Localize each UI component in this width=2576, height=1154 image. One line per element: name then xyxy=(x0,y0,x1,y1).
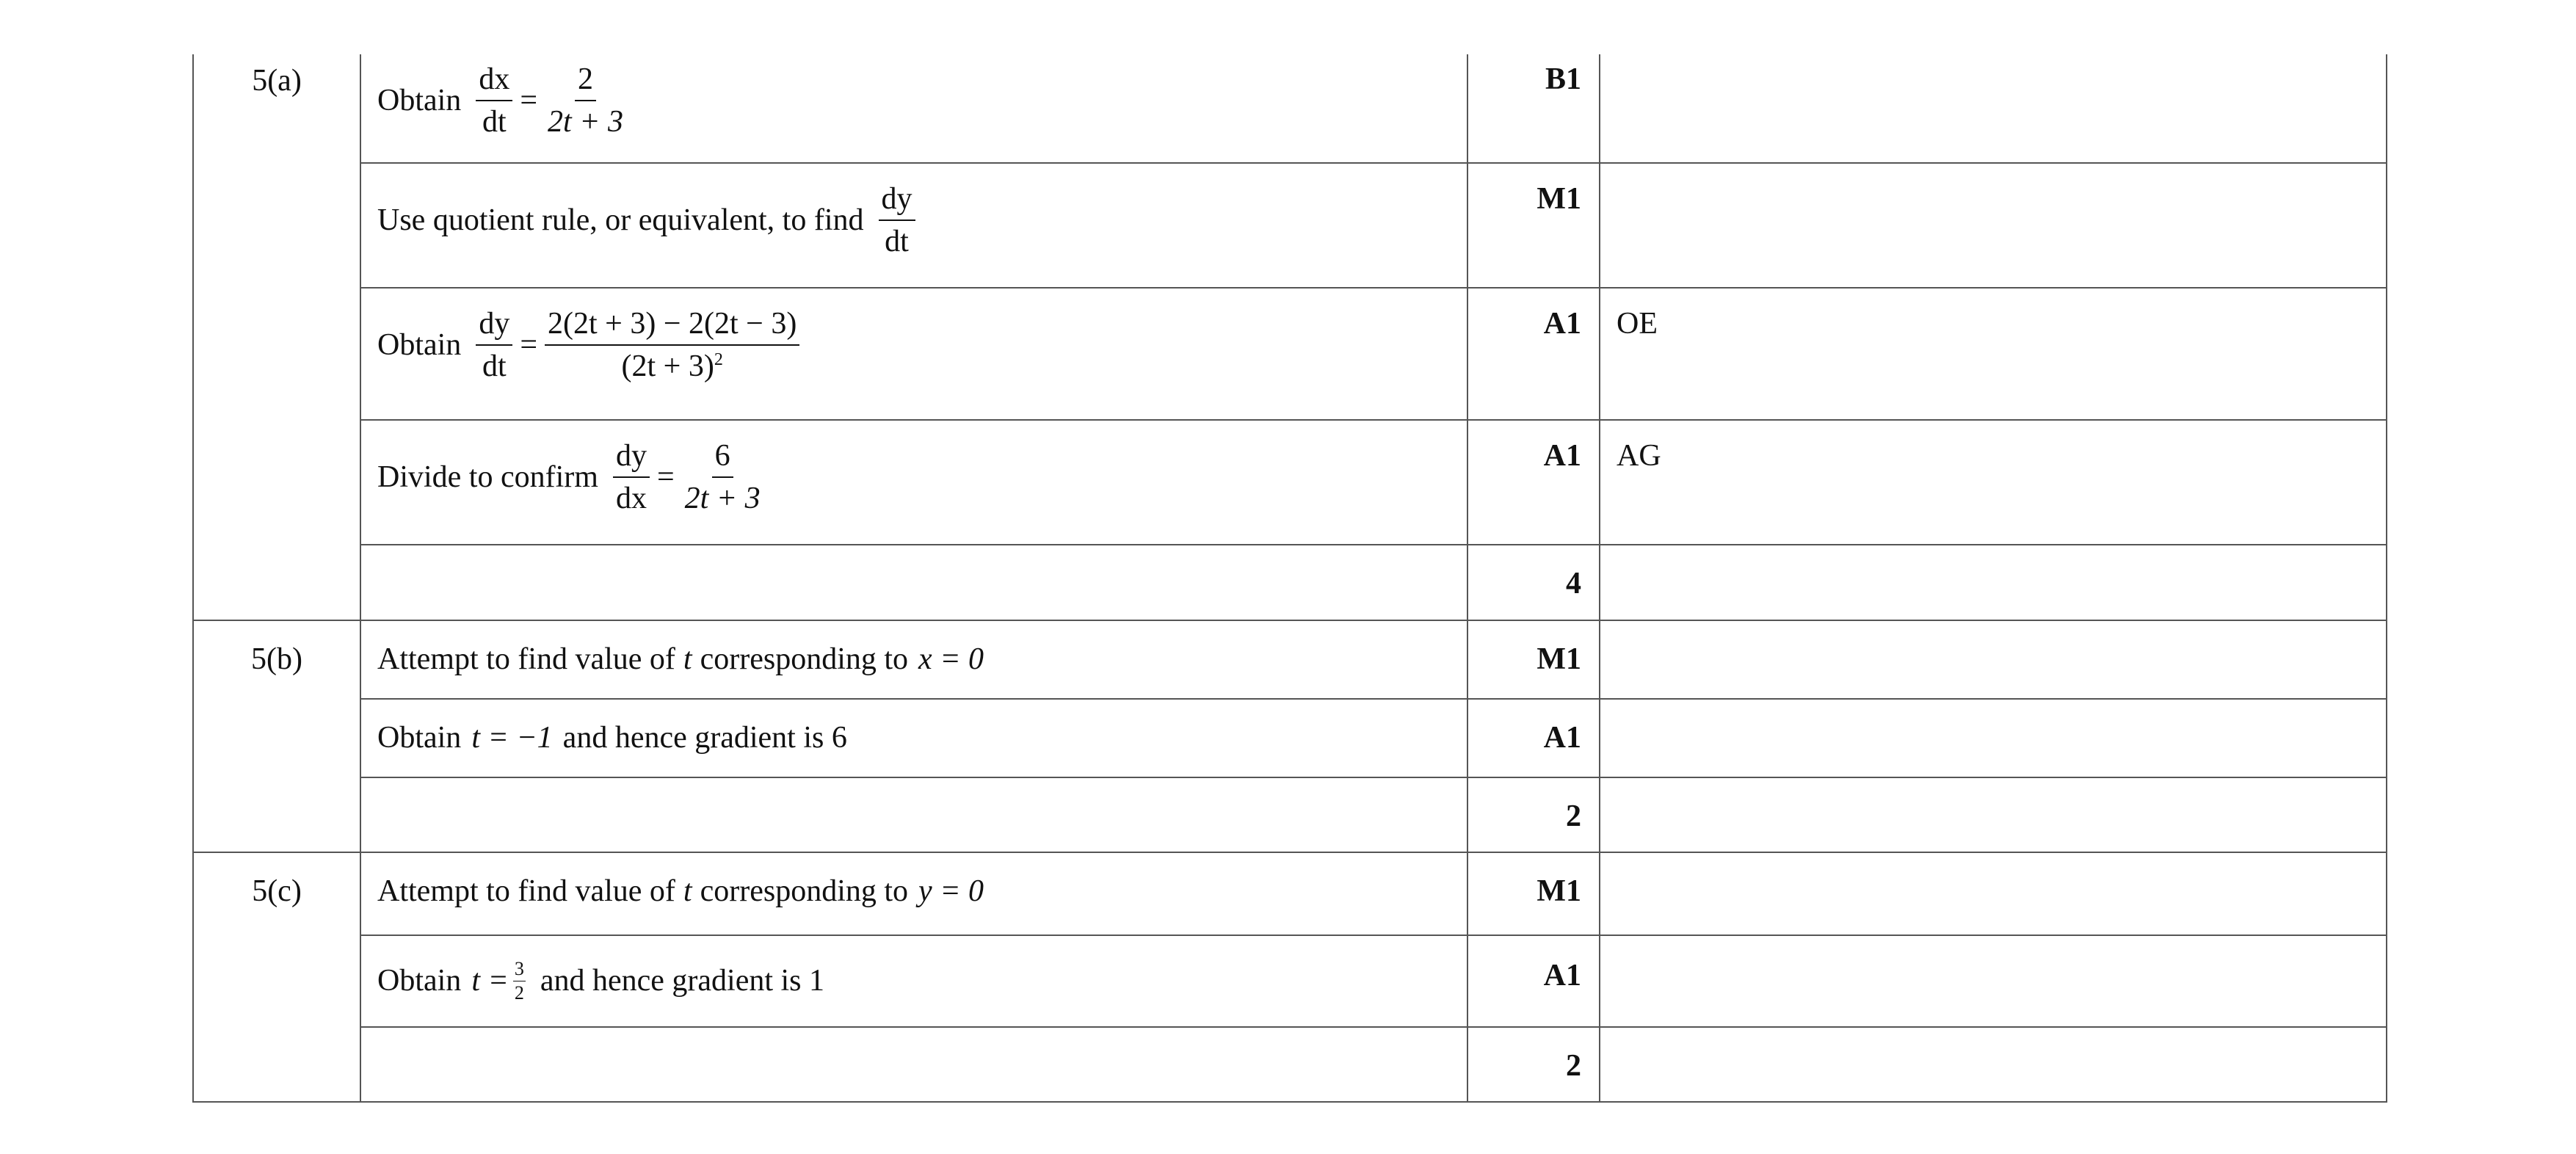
guidance-text xyxy=(1617,778,2386,785)
mark-total: 2 xyxy=(1566,1049,1581,1083)
question-number: 5(b) xyxy=(251,642,302,676)
table-row xyxy=(193,1027,2387,1102)
mark-total: 2 xyxy=(1566,799,1581,833)
guidance-cell xyxy=(1600,620,2387,699)
table-row xyxy=(193,935,2387,1027)
guidance-cell xyxy=(1600,420,2387,545)
question-number-cell xyxy=(193,620,360,852)
answer-cell: Attempt to find value of t corresponding to x = 0 xyxy=(360,620,1467,699)
answer-cell: Divide to confirm $\frac{dy}{dx}$ = $\frac{6}{2t + 3}$ xyxy=(360,420,1467,545)
guidance-text xyxy=(1617,621,2386,628)
guidance-text: AG xyxy=(1617,439,1661,473)
answer-cell: Obtain $\frac{dx}{dt}$ = $\frac{2}{2t + 3}$ xyxy=(360,54,1467,163)
guidance-text xyxy=(1617,164,2386,171)
table-row xyxy=(193,545,2387,620)
answer-text: Use quotient rule, or equivalent, to find xyxy=(377,203,864,238)
mark-cell xyxy=(1467,935,1600,1027)
mark-cell xyxy=(1467,852,1600,935)
answer-text-after: corresponding to xyxy=(700,642,909,676)
table-row xyxy=(193,620,2387,699)
question-number: 5(a) xyxy=(252,64,302,98)
fraction-6-over-2t-plus-3: $\frac{6}{2t + 3}$ xyxy=(684,439,761,516)
guidance-text xyxy=(1617,700,2386,707)
guidance-text xyxy=(1617,54,2386,62)
guidance-cell xyxy=(1600,288,2387,420)
table-row xyxy=(193,420,2387,545)
fraction-dy-dx: $\frac{dy}{dx}$ xyxy=(613,438,650,517)
mark-code: A1 xyxy=(1543,439,1581,473)
fraction-3-over-2: $\frac{3}{2}$ xyxy=(514,958,524,1004)
guidance-cell xyxy=(1600,935,2387,1027)
mark-cell xyxy=(1467,163,1600,288)
mark-code: M1 xyxy=(1536,182,1581,216)
mark-code: A1 xyxy=(1543,721,1581,755)
table-row xyxy=(193,699,2387,777)
answer-text: Attempt to find value of xyxy=(377,874,675,908)
mark-code: A1 xyxy=(1543,307,1581,341)
answer-cell xyxy=(360,545,1467,620)
question-number-cell xyxy=(193,54,360,620)
answer-cell xyxy=(360,699,1467,777)
fraction-dy-dt: $\frac{dy}{dt}$ xyxy=(476,306,512,385)
answer-text-after: and hence gradient is 6 xyxy=(562,721,847,755)
answer-text xyxy=(377,1028,1467,1035)
fraction-dx-dt: $\frac{dx}{dt}$ xyxy=(476,62,512,140)
mark-code: M1 xyxy=(1536,642,1581,676)
answer-text xyxy=(377,545,1467,553)
guidance-cell xyxy=(1600,54,2387,163)
mark-cell xyxy=(1467,288,1600,420)
answer-cell: Attempt to find value of t corresponding to y = 0 xyxy=(360,852,1467,935)
guidance-text xyxy=(1617,853,2386,860)
answer-text: Obtain xyxy=(377,721,462,755)
mark-total-cell xyxy=(1467,777,1600,852)
answer-cell xyxy=(360,163,1467,288)
fraction-dy-dt: $\frac{dy}{dt}$ xyxy=(879,181,915,260)
mark-cell xyxy=(1467,54,1600,163)
mark-code: A1 xyxy=(1543,959,1581,992)
guidance-cell xyxy=(1600,1027,2387,1102)
mark-code: B1 xyxy=(1545,62,1581,96)
question-number-cell xyxy=(193,852,360,1102)
quotient-fraction: $\frac{2(2t + 3) - 2(2t - 3)}{(2t + 3)^2}$ xyxy=(545,306,799,385)
value-t-eq-neg1: t = −1 xyxy=(471,721,553,755)
table-row xyxy=(193,288,2387,420)
answer-cell xyxy=(360,1027,1467,1102)
table-row xyxy=(193,54,2387,163)
question-number: 5(c) xyxy=(252,874,302,908)
guidance-text: OE xyxy=(1617,307,1658,341)
guidance-cell xyxy=(1600,699,2387,777)
condition-x-eq-0: x = 0 xyxy=(918,642,984,676)
guidance-cell xyxy=(1600,852,2387,935)
mark-cell xyxy=(1467,699,1600,777)
answer-text-after: corresponding to xyxy=(700,874,909,908)
table-row xyxy=(193,777,2387,852)
mark-total-cell xyxy=(1467,1027,1600,1102)
fraction-2-over-2t-plus-3: $\frac{2}{2t + 3}$ xyxy=(548,62,624,139)
table-row xyxy=(193,852,2387,935)
guidance-text xyxy=(1617,545,2386,553)
guidance-cell xyxy=(1600,545,2387,620)
mark-code: M1 xyxy=(1536,874,1581,908)
guidance-cell xyxy=(1600,777,2387,852)
answer-cell xyxy=(360,777,1467,852)
answer-text xyxy=(377,778,1467,785)
mark-scheme-table xyxy=(192,54,2387,1103)
table-row xyxy=(193,163,2387,288)
condition-y-eq-0: y = 0 xyxy=(918,874,984,908)
answer-text: Obtain xyxy=(377,964,462,998)
guidance-text xyxy=(1617,936,2386,943)
answer-text: Attempt to find value of xyxy=(377,642,675,676)
answer-text: Obtain xyxy=(377,328,462,363)
mark-total: 4 xyxy=(1566,567,1581,600)
mark-total-cell xyxy=(1467,545,1600,620)
mark-cell xyxy=(1467,620,1600,699)
guidance-text xyxy=(1617,1028,2386,1035)
answer-text: Divide to confirm xyxy=(377,460,598,495)
answer-cell: Obtain $\frac{dy}{dt}$ = $\frac{2(2t + 3) - 2(2t - 3)}{(2t + 3)^2}$ xyxy=(360,288,1467,420)
answer-cell: Obtain t = $\frac{3}{2}$ and hence gradient is 1 xyxy=(360,935,1467,1027)
guidance-cell xyxy=(1600,163,2387,288)
mark-cell xyxy=(1467,420,1600,545)
answer-text-after: and hence gradient is 1 xyxy=(540,964,825,998)
answer-text: Obtain xyxy=(377,84,462,118)
